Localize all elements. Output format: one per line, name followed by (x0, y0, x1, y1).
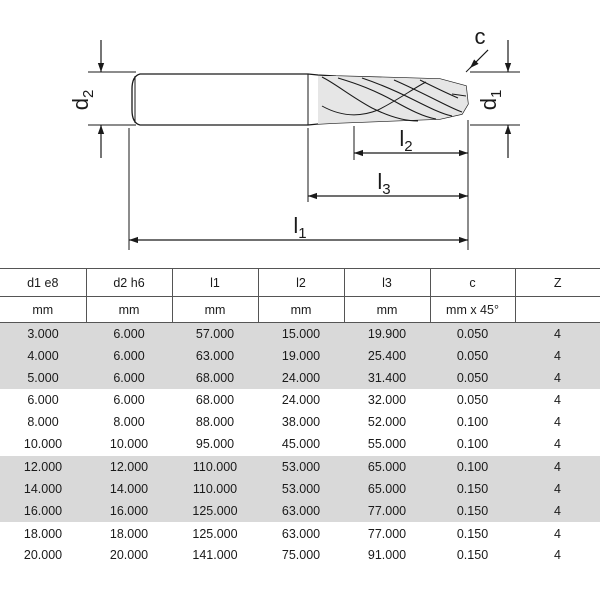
table-row (0, 411, 600, 433)
cell-d1: 14.000 (23, 481, 63, 496)
cell-l3: 32.000 (344, 389, 430, 411)
cell-l3: 31.400 (367, 370, 407, 385)
unit-l2: mm (258, 297, 344, 323)
cell-l3: 19.900 (367, 326, 407, 341)
cell-c: 0.100 (456, 415, 489, 430)
cell-z: 4 (554, 348, 561, 363)
cell-d1: 10.000 (23, 437, 63, 452)
cell-l3: 25.400 (367, 348, 407, 363)
cell-l1: 57.000 (195, 326, 235, 341)
cell-l3: 65.000 (367, 481, 407, 496)
end-mill-technical-drawing (0, 0, 600, 264)
cell-l3: 55.000 (367, 437, 407, 452)
cell-l3: 91.000 (367, 548, 407, 563)
unit-d2: mm (86, 297, 172, 323)
cell-d2: 6.000 (113, 326, 145, 341)
unit-l3: mm (344, 297, 430, 323)
cell-d2: 6.000 (113, 348, 145, 363)
cell-l3: 77.000 (367, 503, 407, 518)
dimension-d2 (68, 40, 101, 158)
cell-l3: 77.000 (344, 522, 430, 544)
cell-z: 4 (554, 481, 561, 496)
table-row (0, 522, 600, 544)
table-row (0, 389, 600, 411)
cell-d1: 5.000 (27, 370, 59, 385)
cell-c: 0.150 (456, 481, 489, 496)
cell-l1: 125.000 (172, 522, 258, 544)
header-row (0, 269, 600, 297)
dimension-l2 (354, 126, 468, 155)
cell-c: 0.100 (430, 456, 515, 478)
cell-l2: 45.000 (281, 437, 321, 452)
col-header-l3: l3 (344, 269, 430, 297)
extension-lines (88, 50, 520, 250)
cell-z: 4 (515, 522, 600, 544)
table-body (0, 323, 600, 567)
cell-l2: 63.000 (281, 503, 321, 518)
table-row (0, 500, 600, 522)
cell-l1: 95.000 (195, 437, 235, 452)
l3-label: $l_3$ (377, 169, 391, 198)
cell-l1: 68.000 (195, 370, 235, 385)
cell-d1: 3.000 (27, 326, 59, 341)
cell-d2: 16.000 (109, 503, 149, 518)
col-header-d2: d2 h6 (86, 269, 172, 297)
unit-l1: mm (172, 297, 258, 323)
table-row (0, 323, 600, 345)
dimensions-table (0, 268, 600, 567)
cell-l1: 141.000 (192, 548, 238, 563)
cell-l3: 65.000 (344, 456, 430, 478)
dimension-c (470, 24, 488, 68)
cell-l1: 68.000 (172, 389, 258, 411)
cell-d2: 18.000 (86, 522, 172, 544)
cell-l1: 63.000 (195, 348, 235, 363)
col-header-l1: l1 (172, 269, 258, 297)
table-row (0, 367, 600, 389)
cell-l2: 38.000 (281, 415, 321, 430)
cell-c: 0.150 (430, 522, 515, 544)
cell-d2: 12.000 (86, 456, 172, 478)
cell-l2: 24.000 (258, 389, 344, 411)
table-row (0, 433, 600, 455)
cell-l1: 110.000 (172, 456, 258, 478)
l1-label: $l_1$ (293, 213, 307, 242)
cell-d1: 12.000 (0, 456, 86, 478)
cell-d1: 8.000 (27, 415, 59, 430)
cell-c: 0.050 (430, 389, 515, 411)
cell-c: 0.050 (456, 370, 489, 385)
cell-d2: 20.000 (109, 548, 149, 563)
cell-d2: 6.000 (86, 389, 172, 411)
cell-l2: 75.000 (281, 548, 321, 563)
cell-c: 0.050 (456, 348, 489, 363)
cell-c: 0.100 (456, 437, 489, 452)
end-mill-outline (132, 74, 468, 125)
cell-z: 4 (515, 389, 600, 411)
col-header-d1: d1 e8 (0, 269, 86, 297)
table-row (0, 544, 600, 566)
cell-l2: 15.000 (281, 326, 321, 341)
table-row (0, 478, 600, 500)
cell-d2: 10.000 (109, 437, 149, 452)
cell-d1: 16.000 (23, 503, 63, 518)
cell-d1: 20.000 (23, 548, 63, 563)
unit-c: mm x 45° (430, 297, 515, 323)
c-label: c (474, 24, 486, 49)
cell-l1: 110.000 (192, 481, 238, 496)
cell-z: 4 (554, 503, 561, 518)
cell-z: 4 (554, 548, 561, 563)
cell-c: 0.150 (456, 503, 489, 518)
table-row (0, 345, 600, 367)
cell-d2: 6.000 (113, 370, 145, 385)
d2-label: $d_2$ (68, 89, 97, 111)
cell-l1: 125.000 (192, 503, 238, 518)
cell-d2: 14.000 (109, 481, 149, 496)
cell-c: 0.050 (456, 326, 489, 341)
dimension-l1 (129, 213, 468, 242)
unit-z (515, 297, 600, 323)
cell-l3: 52.000 (367, 415, 407, 430)
table-row (0, 456, 600, 478)
col-header-l2: l2 (258, 269, 344, 297)
dimension-l3 (308, 169, 468, 198)
units-row (0, 297, 600, 323)
cell-z: 4 (515, 456, 600, 478)
l2-label: $l_2$ (399, 126, 413, 155)
cell-d1: 18.000 (0, 522, 86, 544)
cell-d2: 8.000 (113, 415, 145, 430)
cell-z: 4 (554, 437, 561, 452)
cell-l2: 53.000 (281, 481, 321, 496)
d1-label: $d_1$ (476, 89, 505, 111)
cell-l2: 24.000 (281, 370, 321, 385)
cell-z: 4 (554, 415, 561, 430)
cell-z: 4 (554, 326, 561, 341)
cell-l2: 53.000 (258, 456, 344, 478)
cell-c: 0.150 (456, 548, 489, 563)
col-header-z: Z (515, 269, 600, 297)
cell-z: 4 (554, 370, 561, 385)
cell-l1: 88.000 (195, 415, 235, 430)
cell-d1: 6.000 (0, 389, 86, 411)
cell-d1: 4.000 (27, 348, 59, 363)
unit-d1: mm (0, 297, 86, 323)
cell-l2: 63.000 (258, 522, 344, 544)
cell-l2: 19.000 (281, 348, 321, 363)
col-header-c: c (430, 269, 515, 297)
